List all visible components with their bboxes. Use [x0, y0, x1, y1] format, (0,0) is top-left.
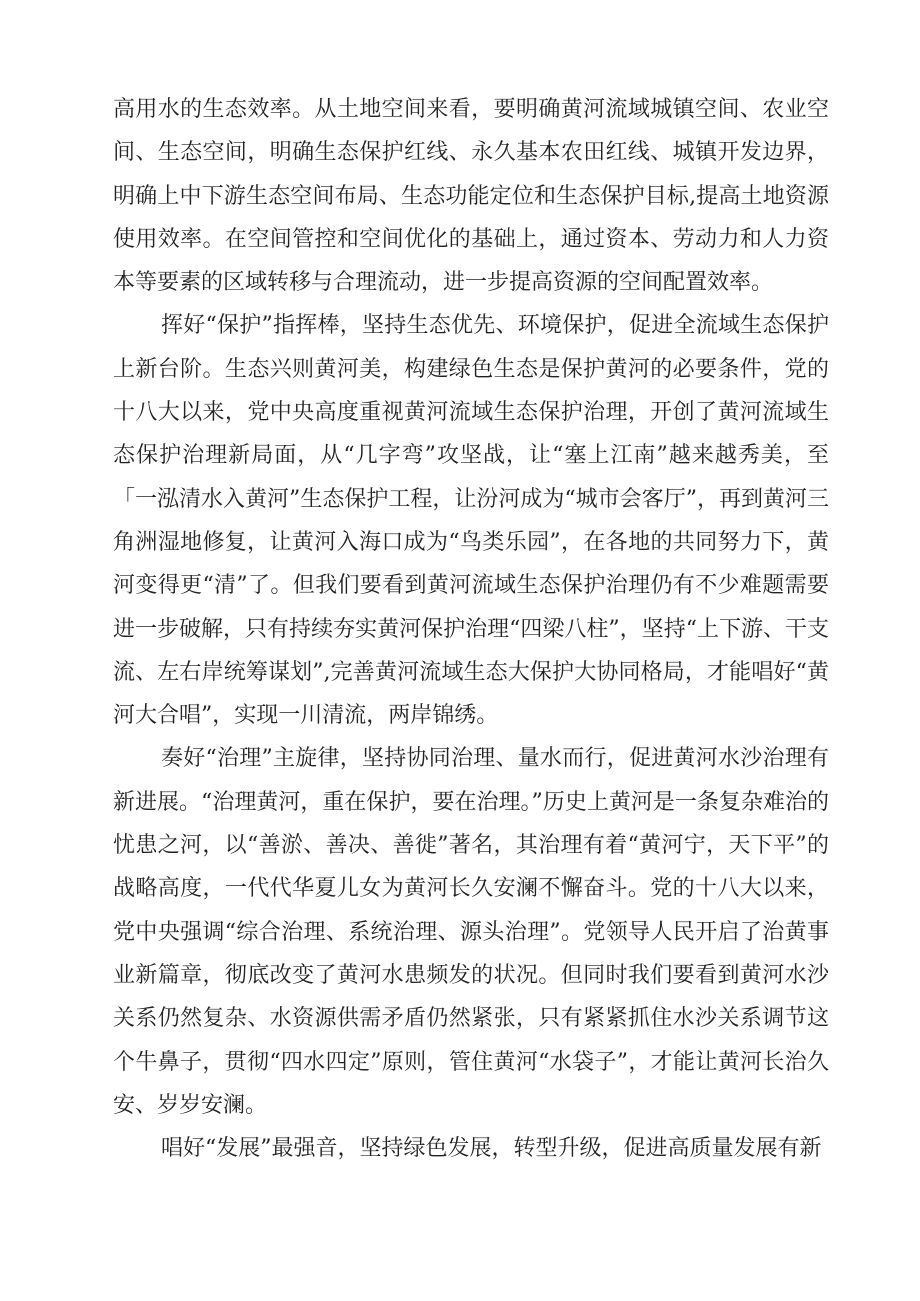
paragraph-4: 唱好“发展”最强音，坚持绿色发展，转型升级，促进高质量发展有新: [161, 1136, 822, 1162]
document-body: [113, 88, 829, 1170]
paragraph-1: 高用水的生态效率。从土地空间来看，要明确黄河流域城镇空间、农业空间、生态空间，明确生态保护红线、永久基本农田红线、城镇开发边界，明确上中下游生态空间布局、生态功能定位和生态保护目标,提高土地资源使用效率。在空间管控和空间优化的基础上，通过资本、劳动力和人力资本等要素的区域转移与合理流动，进一步提高资源的空间配置效率。: [113, 97, 829, 296]
paragraph-3: 奏好“治理”主旋律，坚持协同治理、量水而行，促进黄河水沙治理有新进展。“治理黄河，重在保护，要在治理。”历史上黄河是一条复杂难治的忧患之河，以“善淤、善决、善徙”著名，其治理有着“黄河宁，天下平”的战略高度，一代代华夏儿女为黄河长久安澜不懈奋斗。党的十八大以来，党中央强调“综合治理、系统治理、源头治理”。党领导人民开启了治黄事业新篇章，彻底改变了黄河水患频发的状况。但同时我们要看到黄河水沙关系仍然复杂、水资源供需矛盾仍然紧张，只有紧紧抓住水沙关系调节这个牛鼻子，贯彻“四水四定”原则，管住黄河“水袋子”，才能让黄河长治久安、岁岁安澜。: [113, 746, 829, 1118]
paragraph-2: 挥好“保护”指挥棒，坚持生态优先、环境保护，促进全流域生态保护上新台阶。生态兴则黄河美，构建绿色生态是保护黄河的必要条件，党的十八大以来，党中央高度重视黄河流域生态保护治理，开创了黄河流域生态保护治理新局面，从“几字弯”攻坚战，让“塞上江南”越来越秀美，至「一泓清水入黄河”生态保护工程，让汾河成为“城市会客厅”，再到黄河三角洲湿地修复，让黄河入海口成为“鸟类乐园”，在各地的共同努力下，黄河变得更“清”了。但我们要看到黄河流域生态保护治理仍有不少难题需要进一步破解，只有持续夯实黄河保护治理“四梁八柱”，坚持“上下游、干支流、左右岸统筹谋划”,完善黄河流域生态大保护大协同格局，才能唱好“黄河大合唱”，实现一川清流，两岸锦绣。: [113, 313, 829, 729]
